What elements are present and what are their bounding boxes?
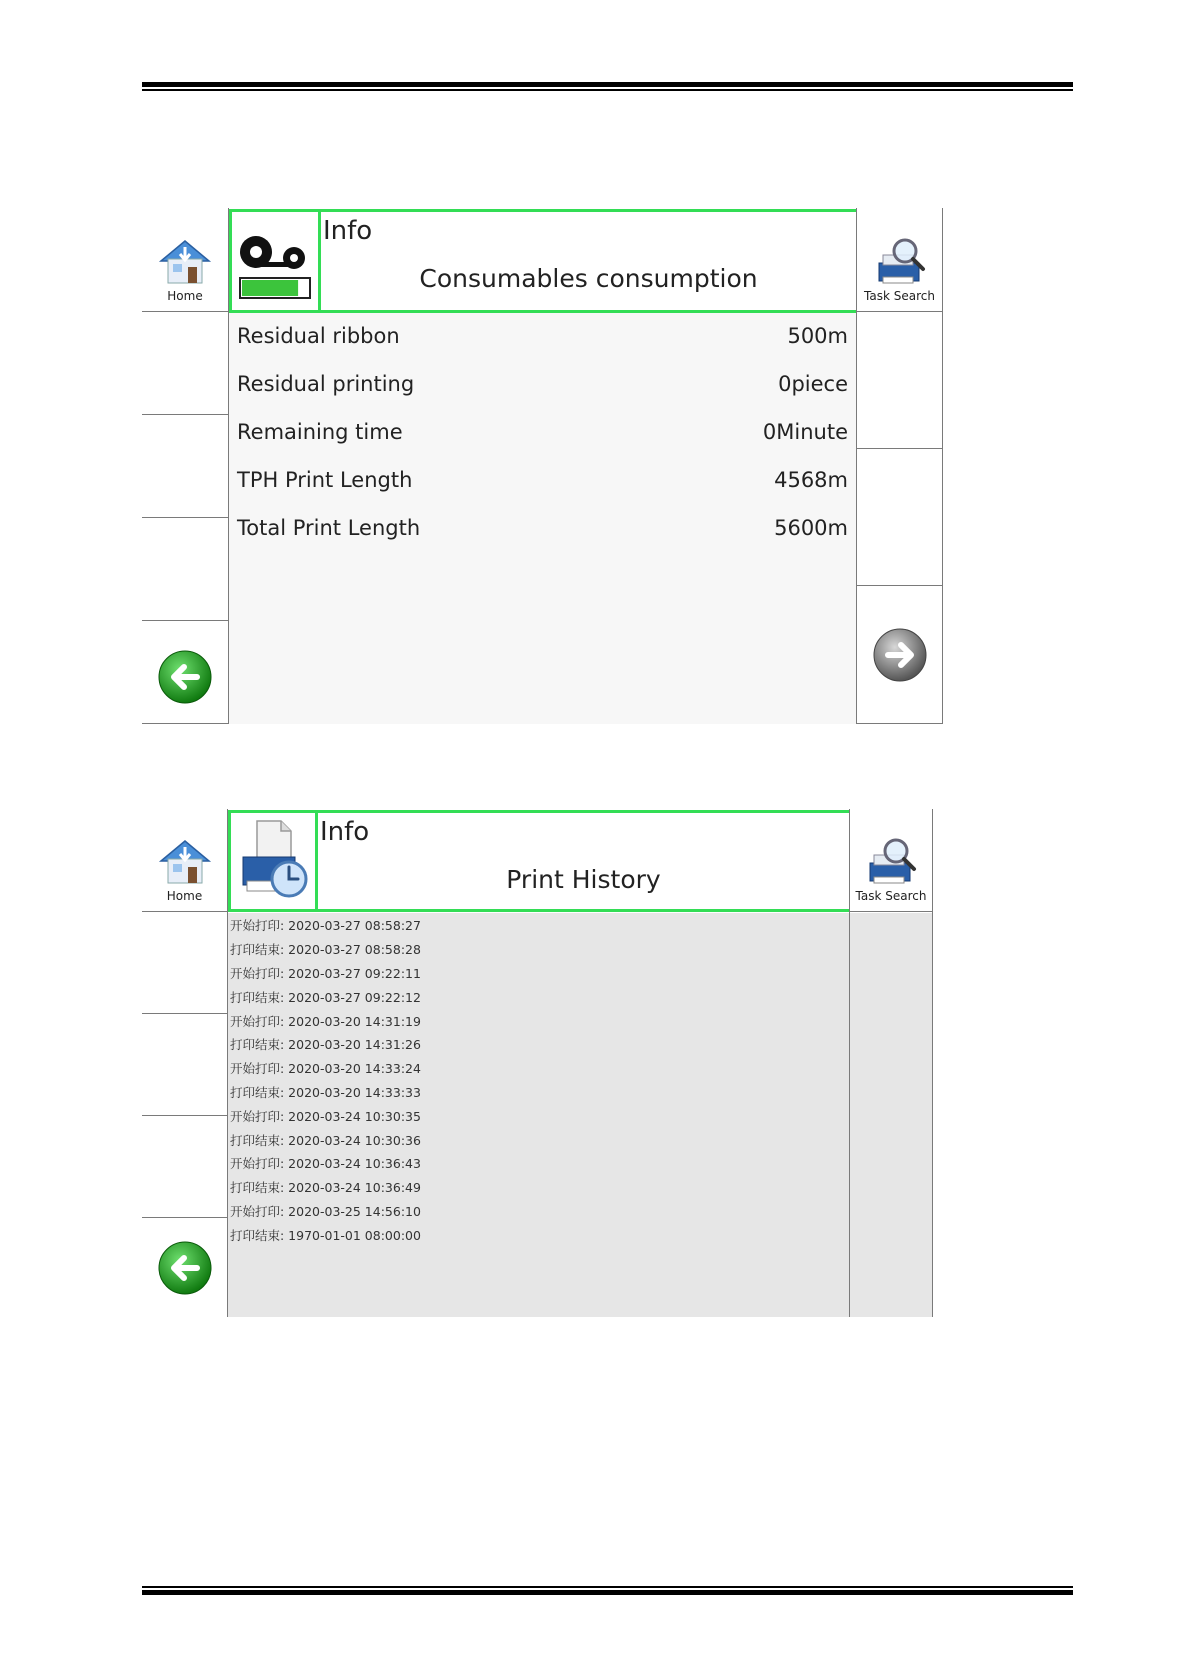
task-search-icon <box>871 233 929 289</box>
home-button[interactable] <box>142 809 227 912</box>
header-info-label: Info <box>320 817 370 847</box>
stat-value: 500m <box>787 324 848 348</box>
header-info-label: Info <box>323 216 373 246</box>
history-entry: 开始打印: 2020-03-27 09:22:11 <box>230 966 421 981</box>
print-history-list <box>228 913 849 1317</box>
stat-label: Residual ribbon <box>237 324 400 348</box>
next-button[interactable] <box>857 586 942 724</box>
ribbon-icon <box>238 224 312 300</box>
task-search-label: Task Search <box>855 889 927 903</box>
page-title: Print History <box>506 865 661 894</box>
task-search-button[interactable] <box>857 208 942 312</box>
consumables-list <box>229 313 856 724</box>
right-blank-area <box>850 913 932 1317</box>
stat-row <box>237 364 848 404</box>
stat-row <box>237 460 848 500</box>
stat-row <box>237 412 848 452</box>
stat-label: Remaining time <box>237 420 403 444</box>
arrow-left-icon <box>157 649 213 705</box>
top-rule-thick <box>142 82 1073 87</box>
stat-row <box>237 316 848 356</box>
back-button[interactable] <box>142 621 228 724</box>
bottom-rule-thick <box>142 1590 1073 1595</box>
stat-label: TPH Print Length <box>237 468 413 492</box>
history-icon-box <box>228 810 318 912</box>
stat-value: 0piece <box>778 372 848 396</box>
history-entry: 打印结束: 2020-03-24 10:30:36 <box>230 1133 421 1148</box>
screen-print-history <box>142 809 932 1317</box>
right-edge <box>932 809 933 1317</box>
left-blank-button-3[interactable] <box>142 1116 227 1218</box>
right-blank-button-1[interactable] <box>857 312 942 449</box>
history-entry: 开始打印: 2020-03-24 10:30:35 <box>230 1109 421 1124</box>
history-entry: 开始打印: 2020-03-24 10:36:43 <box>230 1156 421 1171</box>
home-icon <box>157 237 213 287</box>
history-entry: 打印结束: 2020-03-27 09:22:12 <box>230 990 421 1005</box>
history-entry: 开始打印: 2020-03-25 14:56:10 <box>230 1204 421 1219</box>
stat-value: 4568m <box>774 468 848 492</box>
history-entry: 打印结束: 2020-03-27 08:58:28 <box>230 942 421 957</box>
bottom-rule-thin <box>142 1586 1073 1588</box>
right-edge <box>942 208 943 724</box>
screen-consumables <box>142 208 942 724</box>
task-search-label: Task Search <box>864 289 935 303</box>
print-history-icon <box>237 819 311 903</box>
history-entry: 打印结束: 2020-03-24 10:36:49 <box>230 1180 421 1195</box>
home-icon <box>157 837 213 887</box>
top-rule-thin <box>142 89 1073 91</box>
home-label: Home <box>166 889 203 903</box>
page-title: Consumables consumption <box>419 264 758 293</box>
left-blank-button-1[interactable] <box>142 912 227 1014</box>
ribbon-icon-box <box>229 209 321 313</box>
stat-value: 5600m <box>774 516 848 540</box>
left-blank-button-2[interactable] <box>142 1014 227 1116</box>
history-entry: 开始打印: 2020-03-27 08:58:27 <box>230 918 421 933</box>
task-search-icon <box>862 833 920 889</box>
stat-label: Total Print Length <box>237 516 421 540</box>
history-entry: 开始打印: 2020-03-20 14:33:24 <box>230 1061 421 1076</box>
left-blank-button-2[interactable] <box>142 415 228 518</box>
stat-value: 0Minute <box>762 420 848 444</box>
stat-row <box>237 508 848 548</box>
home-button[interactable] <box>142 208 228 312</box>
header-title-box <box>318 209 859 313</box>
arrow-right-icon <box>872 627 928 683</box>
task-search-button[interactable] <box>850 809 932 912</box>
stat-label: Residual printing <box>237 372 415 396</box>
left-blank-button-1[interactable] <box>142 312 228 415</box>
home-label: Home <box>167 289 203 303</box>
arrow-left-icon <box>157 1240 213 1296</box>
history-entry: 打印结束: 2020-03-20 14:33:33 <box>230 1085 421 1100</box>
header-title-box <box>315 810 852 912</box>
history-entry: 打印结束: 1970-01-01 08:00:00 <box>230 1228 421 1243</box>
back-button[interactable] <box>142 1218 227 1317</box>
right-blank-button-2[interactable] <box>857 449 942 586</box>
history-entry: 打印结束: 2020-03-20 14:31:26 <box>230 1037 421 1052</box>
history-entry: 开始打印: 2020-03-20 14:31:19 <box>230 1014 421 1029</box>
left-blank-button-3[interactable] <box>142 518 228 621</box>
